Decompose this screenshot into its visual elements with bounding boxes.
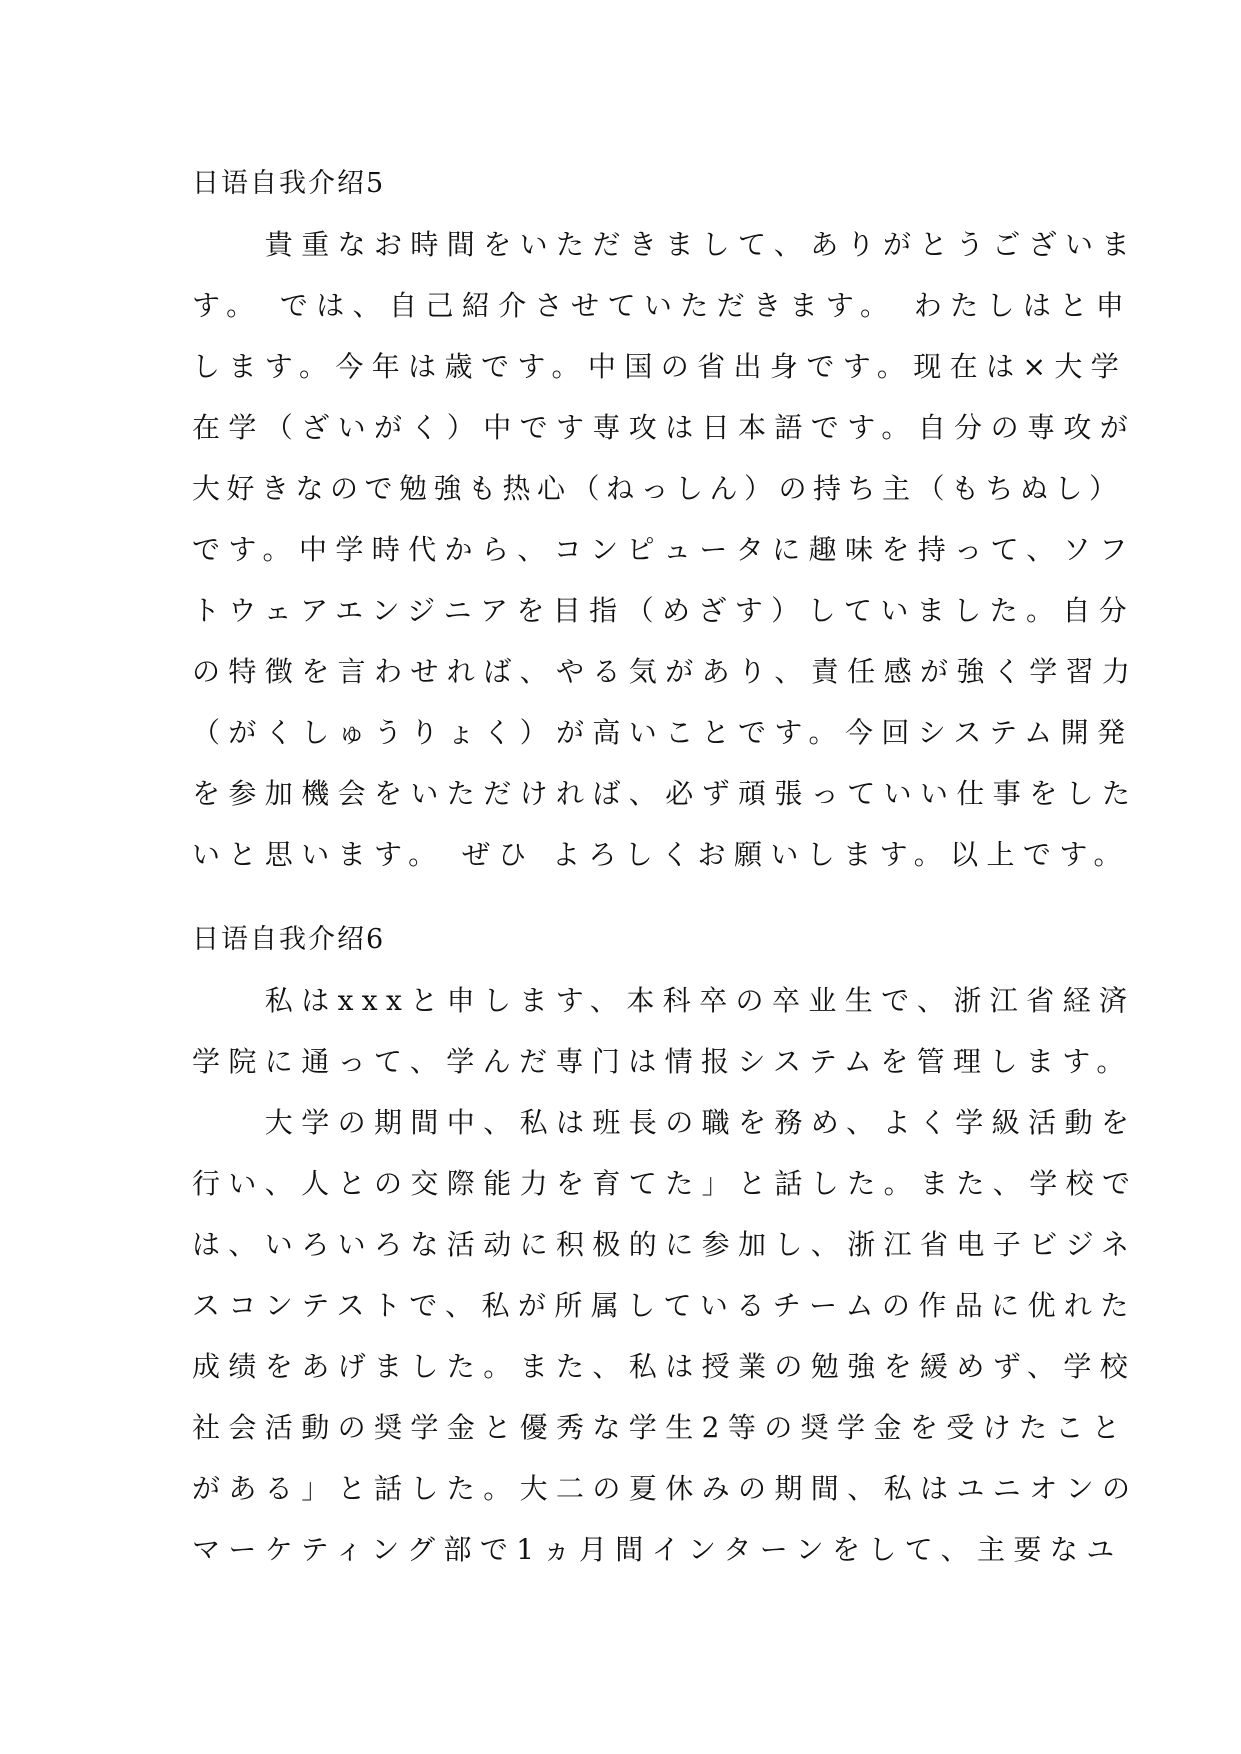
paragraph-line: は、いろいろな活动に积极的に参加し、浙江省电子ビジネ	[192, 1228, 1138, 1261]
paragraph-line: 学院に通って、学んだ専门は情报システムを管理します。	[192, 1045, 1133, 1078]
paragraph-line: します。今年は歳です。中国の省出身です。现在は×大学	[192, 350, 1128, 383]
paragraph-line: の特徴を言わせれば、やる気があり、責任感が強く学習力	[192, 655, 1139, 688]
paragraph-line: です。中学時代から、コンピュータに趣味を持って、ソフ	[192, 533, 1136, 566]
paragraph-line: 大好きなので勉強も热心（ねっしん）の持ち主（もちぬし）	[192, 472, 1124, 505]
section-heading: 日语自我介绍5	[192, 168, 386, 199]
paragraph-line: がある」と話した。大二の夏休みの期間、私はユニオンの	[192, 1472, 1139, 1505]
paragraph-line: スコンテストで、私が所属しているチームの作品に优れた	[192, 1289, 1137, 1322]
self-intro-section-5	[192, 154, 1139, 885]
paragraph-line: 在学（ざいがく）中です専攻は日本語です。自分の専攻が	[192, 411, 1137, 444]
paragraph-line: 大学の期間中、私は班長の職を務め、よく学級活動を	[192, 1106, 1138, 1139]
section-heading: 日语自我介绍6	[192, 924, 386, 955]
paragraph-line: 私はxxxと申します、本科卒の卒业生で、浙江省経済	[192, 984, 1136, 1017]
paragraph-line: トウェアエンジニアを目指（めざす）していました。自分	[192, 594, 1136, 627]
paragraph-line: （がくしゅうりょく）が高いことです。今回システム開発	[192, 716, 1134, 749]
self-intro-section-6	[192, 910, 1139, 1580]
paragraph-line: 貴重なお時間をいただきまして、ありがとうございま	[192, 228, 1138, 261]
paragraph-line: す。 では、自己紹介させていただきます。 わたしはと申	[192, 289, 1133, 322]
paragraph-line: いと思います。 ぜひ よろしくお願いします。以上です。	[192, 838, 1130, 871]
paragraph-line: マーケティング部で1ヵ月間インターンをして、主要なユ	[192, 1533, 1123, 1566]
paragraph-line: を参加機会をいただければ、必ず頑張っていい仕事をした	[192, 777, 1139, 810]
paragraph-line: 社会活動の奨学金と優秀な学生2等の奨学金を受けたこと	[192, 1411, 1129, 1444]
paragraph-line: 行い、人との交際能力を育てた」と話した。また、学校で	[192, 1167, 1139, 1200]
paragraph-line: 成绩をあげました。また、私は授業の勉強を緩めず、学校	[192, 1350, 1137, 1383]
